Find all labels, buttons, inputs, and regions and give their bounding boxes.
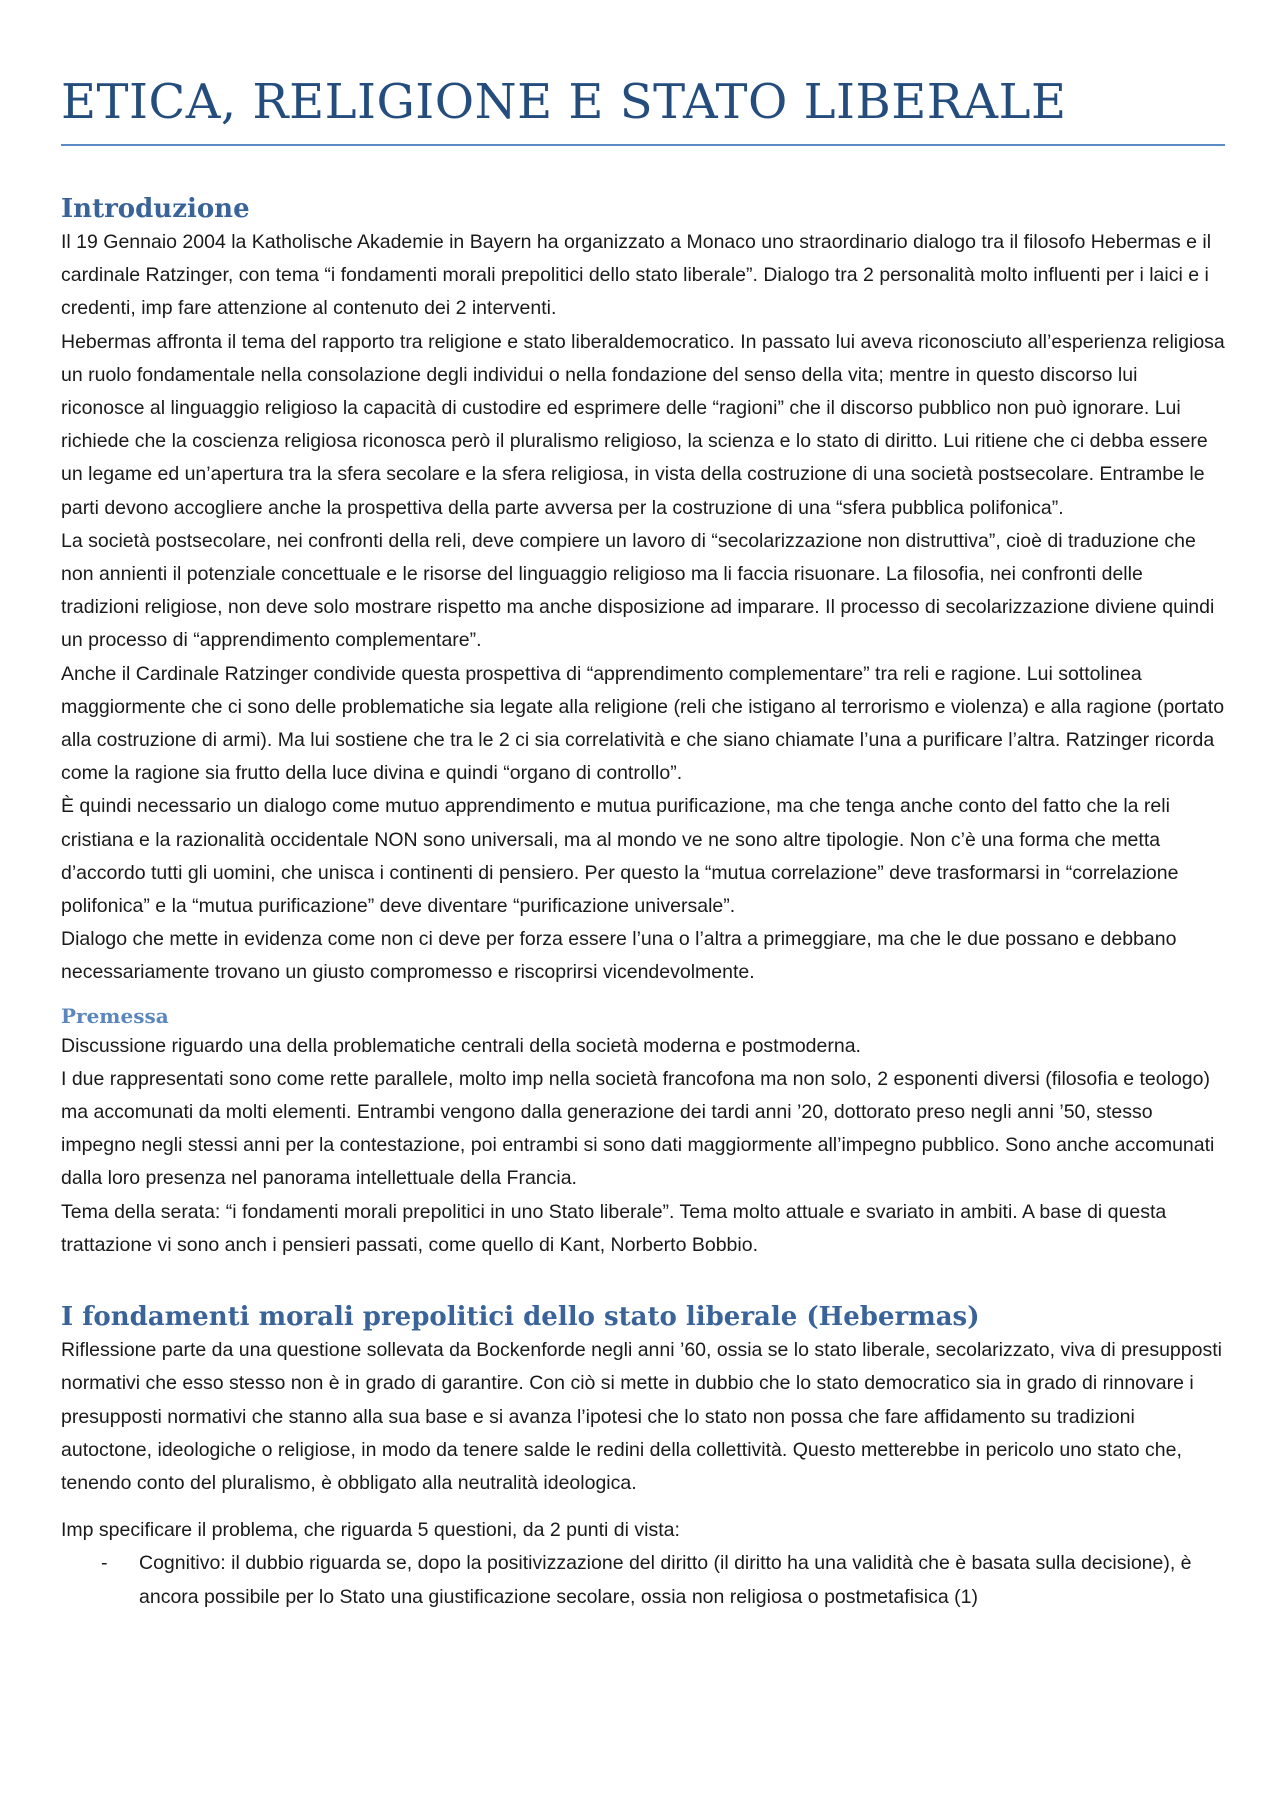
spacer — [61, 1262, 1225, 1300]
heading-introduzione: Introduzione — [61, 194, 250, 224]
paragraph: I due rappresentati sono come rette parallele, molto imp nella società francofona ma non solo, 2 esponenti diversi (filosofia e teologo) ma accomunati da molti elementi. Entrambi vengono dalla generazione dei tardi anni ’20, dottorato preso negli anni ’50, stesso impegno negli stessi anni per la contestazione, poi entrambi si sono dati maggiormente all’impegno pubblico. Sono anche accomunati dalla loro presenza nel panorama intellettuale della Francia. — [61, 1067, 1215, 1190]
paragraph: La società postsecolare, nei confronti della reli, deve compiere un lavoro di “secolarizzazione non distruttiva”, cioè di traduzione che non annienti il potenziale concettuale e le risorse del linguaggio religioso ma li faccia risuonare. La filosofia, nei confronti delle tradizioni religiose, non deve solo mostrare rispetto ma anche disposizione ad imparare. Il processo di secolarizzazione diviene quindi un processo di “apprendimento complementare”. — [61, 529, 1215, 652]
document-page — [61, 70, 1225, 1614]
list-item — [61, 1547, 1225, 1613]
paragraph: Imp specificare il problema, che riguarda 5 questioni, da 2 punti di vista: — [61, 1519, 680, 1542]
spacer — [61, 990, 1225, 1002]
list-marker: - — [101, 1552, 108, 1575]
document-title: ETICA, RELIGIONE E STATO LIBERALE — [61, 74, 1067, 130]
heading-premessa: Premessa — [61, 1003, 169, 1028]
list-item-text: Cognitivo: il dubbio riguarda se, dopo la positivizzazione del diritto (il diritto ha una validità che è basata sulla decisione), è ancora possibile per lo Stato una giustificazione secolare, ossia non religiosa o postmetafisica (1) — [139, 1552, 1192, 1608]
paragraph: Tema della serata: “i fondamenti morali prepolitici in uno Stato liberale”. Tema molto attuale e svariato in ambiti. A base di questa trattazione vi sono anch i pensieri passati, come quello di Kant, Norberto Bobbio. — [61, 1200, 1167, 1256]
paragraph: Dialogo che mette in evidenza come non ci deve per forza essere l’una o l’altra a primeggiare, ma che le due possano e debbano necessariamente trovano un giusto compromesso e riscoprirsi vicendevolmente. — [61, 928, 1177, 984]
spacer — [61, 1500, 1225, 1514]
section-introduzione — [61, 192, 1225, 990]
paragraph: Anche il Cardinale Ratzinger condivide questa prospettiva di “apprendimento complementare” tra reli e ragione. Lui sottolinea maggiormente che ci sono delle problematiche sia legate alla religione (reli che istigano al terrorismo e violenza) e alla ragione (portato alla costruzione di armi). Ma lui sostiene che tra le 2 ci sia correlatività e che siano chiamate l’una a purificare l’altra. Ratzinger ricorda come la ragione sia frutto della luce divina e quindi “organo di controllo”. — [61, 662, 1225, 785]
section-premessa — [61, 1002, 1225, 1262]
dash-list — [61, 1547, 1225, 1613]
section-fondamenti — [61, 1300, 1225, 1614]
paragraph: Discussione riguardo una della problematiche centrali della società moderna e postmoderna. — [61, 1034, 861, 1057]
title-underline — [61, 144, 1225, 146]
heading-fondamenti: I fondamenti morali prepolitici dello stato liberale (Hebermas) — [61, 1302, 980, 1333]
paragraph: Il 19 Gennaio 2004 la Katholische Akademie in Bayern ha organizzato a Monaco uno straordinario dialogo tra il filosofo Hebermas e il cardinale Ratzinger, con tema “i fondamenti morali prepolitici dello stato liberale”. Dialogo tra 2 personalità molto influenti per i laici e i credenti, imp fare attenzione al contenuto dei 2 interventi. — [61, 231, 1212, 320]
paragraph: Hebermas affronta il tema del rapporto tra religione e stato liberaldemocratico. In passato lui aveva riconosciuto all’esperienza religiosa un ruolo fondamentale nella consolazione degli individui o nella fondazione del senso della vita; mentre in questo discorso lui riconosce al linguaggio religioso la capacità di custodire ed esprimere delle “ragioni” che il discorso pubblico non può ignorare. Lui richiede che la coscienza religiosa riconosca però il pluralismo religioso, la scienza e lo stato di diritto. Lui ritiene che ci debba essere un legame ed un’apertura tra la sfera secolare e la sfera religiosa, in vista della costruzione di una società postsecolare. Entrambe le parti devono accogliere anche la prospettiva della parte avversa per la costruzione di una “sfera pubblica polifonica”. — [61, 330, 1225, 519]
paragraph: È quindi necessario un dialogo come mutuo apprendimento e mutua purificazione, ma che tenga anche conto del fatto che la reli cristiana e la razionalità occidentale NON sono universali, ma al mondo ve ne sono altre tipologie. Non c’è una forma che metta d’accordo tutti gli uomini, che unisca i continenti di pensiero. Per questo la “mutua correlazione” deve trasformarsi in “correlazione polifonica” e la “mutua purificazione” deve diventare “purificazione universale”. — [61, 795, 1179, 918]
paragraph: Riflessione parte da una questione sollevata da Bockenforde negli anni ’60, ossia se lo stato liberale, secolarizzato, viva di presupposti normativi che esso stesso non è in grado di garantire. Con ciò si mette in dubbio che lo stato democratico sia in grado di rinnovare i presupposti normativi che stanno alla sua base e si avanza l’ipotesi che lo stato non possa che fare affidamento su tradizioni autoctone, ideologiche o religiose, in modo da tenere salde le redini della collettività. Questo metterebbe in pericolo uno stato che, tenendo conto del pluralismo, è obbligato alla neutralità ideologica. — [61, 1339, 1222, 1494]
